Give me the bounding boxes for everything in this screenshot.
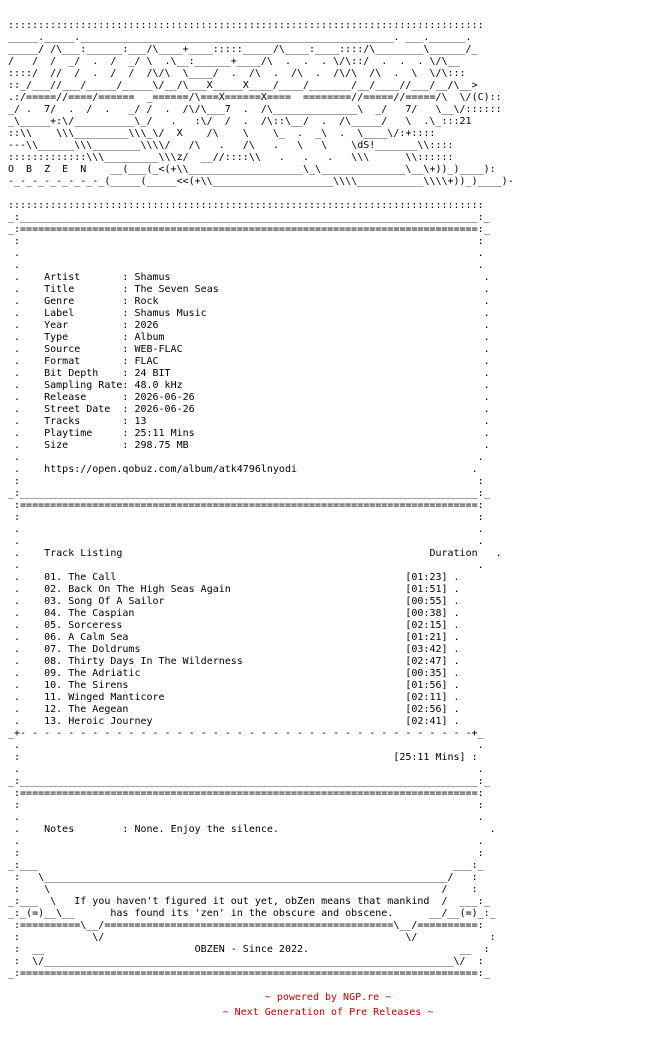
release-row: . Release : 2026-06-26 . bbox=[8, 392, 490, 403]
banner-line: .:/=====//====/====== _======/\===X======X==== ========//=====//=====/\ \/(C):: bbox=[8, 92, 502, 103]
footer-line2: has found its 'zen' in the obscure and obscene. bbox=[110, 908, 394, 919]
bit-depth-row: . Bit Depth : 24 BIT . bbox=[8, 368, 490, 379]
banner-line: _____/ /\___:______:___/\____+____:::::_____/\____:____::::/\________\______/_ bbox=[8, 44, 478, 55]
track-title: Song Of A Sailor bbox=[68, 596, 165, 607]
title-row: . Title : The Seven Seas . bbox=[8, 284, 490, 295]
notes-label: Notes bbox=[44, 824, 75, 835]
banner-line: ---\\______\\\________\\\\/ /\ . /\ . \ \ \dS!_______\\:::: bbox=[8, 140, 454, 151]
track-number: 09. bbox=[44, 668, 63, 679]
total-row: : [25:11 Mins] : bbox=[8, 752, 478, 763]
track-row: . 02. Back On The High Seas Again [01:51] . bbox=[8, 584, 460, 595]
banner-line: -_-_-_-_-_-_-_-_(_____(_____<<(+\\____________________\\\\___________\\\\+))_)____)- bbox=[8, 176, 514, 187]
header-rule: ::::::::::::::::::::::::::::::::::::::::::::::::::::::::::::::::::::::::::::::: bbox=[8, 200, 484, 211]
track-title: The Call bbox=[68, 572, 117, 583]
track-title: Thirty Days In The Wilderness bbox=[68, 656, 243, 667]
artist-row: . Artist : Shamus . bbox=[8, 272, 490, 283]
track-row: . 09. The Adriatic [00:35] . bbox=[8, 668, 460, 679]
track-duration: [02:47] bbox=[405, 656, 448, 667]
track-title: Sorceress bbox=[68, 620, 123, 631]
sampling-rate-label: Sampling Rate bbox=[44, 380, 123, 391]
bit-depth-value: 24 BIT bbox=[134, 368, 171, 379]
genre-value: Rock bbox=[134, 296, 159, 307]
banner-line: ::::::::::::::::::::::::::::::::::::::::::::::::::::::::::::::::::::::::::::::: bbox=[8, 20, 484, 31]
tracks-label: Tracks bbox=[44, 416, 81, 427]
footer-quote-line1: _:___ \ If you haven't figured it out yet, obZen means that mankind / ___:_ bbox=[8, 896, 490, 907]
track-number: 03. bbox=[44, 596, 63, 607]
tracklist-header: . Track Listing Duration . bbox=[8, 548, 502, 559]
credit-line-powered: ~ powered by NGP.re ~ bbox=[264, 992, 392, 1003]
track-number: 08. bbox=[44, 656, 63, 667]
year-row: . Year : 2026 . bbox=[8, 320, 490, 331]
footer-sign-row: : __ OBZEN - Since 2022. __ : bbox=[8, 944, 490, 955]
type-label: Type bbox=[44, 332, 69, 343]
footer-sign: OBZEN - Since 2022. bbox=[194, 944, 310, 955]
type-row: . Type : Album . bbox=[8, 332, 490, 343]
track-row: . 12. The Aegean [02:56] . bbox=[8, 704, 460, 715]
playtime-value: 25:11 Mins bbox=[134, 428, 195, 439]
track-duration: [01:56] bbox=[405, 680, 448, 691]
track-row: . 01. The Call [01:23] . bbox=[8, 572, 460, 583]
track-number: 05. bbox=[44, 620, 63, 631]
release-label: Release bbox=[44, 392, 87, 403]
track-number: 10. bbox=[44, 680, 63, 691]
year-label: Year bbox=[44, 320, 69, 331]
notes-row: . Notes : None. Enjoy the silence. . bbox=[8, 824, 496, 835]
release-value: 2026-06-26 bbox=[134, 392, 195, 403]
track-duration: [02:56] bbox=[405, 704, 448, 715]
track-title: The Caspian bbox=[68, 608, 135, 619]
nfo-document: ::::::::::::::::::::::::::::::::::::::::::::::::::::::::::::::::::::::::::::::: _____._____.____________________________________________________. ___.______. _____/ /\___:______:___/\____+____:::::_____/\____:____::::/\________\______/_ / / / _/ . / _/ \ .\__:______+____/\ . . . \/\::/ . . . \/\__ ::::/ // / . / / /\/\ \____/ . /\ . /\ . /\/\ /\ . \ \/\::: ::_/___//___/_____/_____\/__/\___X_____X____/____/_______/__/____//___/__/\__> .:/=====//====/====== _======/\===X======X==== ========//=====//=====/\ \/(C):: _/ . 7/ . / . _/ / . /\/\___7 . /\______________\ _/ 7/ \__\/:::::: _\_____+:\/__________\_/ . :\/ / . /\::\__/ . /\_____/ \ .\_:::21 ::\\ \\\_________\\\_\/ X /\ \ \_ . _\ . \____\/:+:::: ---\\______\\\________\\\\/ /\ . /\ . \ \ \dS!_______\\:::: :::::::::::::\\\_________\\\z/ __//::::\\ . . . \\\ \\:::::: O B Z E N __(___(_<(+\\___________________\_\______________\__\+))_)____): -_-_-_-_-_-_-_-_(_____(_____<<(+\\____________________\\\\___________\\\\+))_)____)- ::::::::::::::::::::::::::::::::::::::::::::::::::::::::::::::::::::::::::::::: _:____________________________________________________________________________:_ _:============================================================================:_ : : . . . . . Artist : Shamus . . Title : The Seven Seas . . Genre : Rock . . Label : Shamus Music . . Year : 2026 . . Type : Album . . Source : WEB-FLAC . . Format : FLAC . . Bit Depth : 24 BIT . . Sampling Rate: 48.0 kHz . . Release : 2026-06-26 . . Street Date : 2026-06-26 . . Tracks : 13 . . Playtime : 25:11 Mins . . Size : 298.75 MB . . . . https://open.qobuz.com/album/atk4796lnyodi . : : _:____________________________________________________________________________:_ :============================================================================: : : . . . . . Track Listing Duration . . . . 01. The Call [01:23] . . 02. Back On The High Seas Again [01:51] . . 03. Song Of A Sailor [00:55] . . 04. The Caspian [00:38] . . 05. Sorceress [02:15] . . 06. A Calm Sea [01:21] . . 07. The Doldrums [03:42] . . 08. Thirty Days In The Wilderness [02:47] . . 09. The Adriatic [00:35] . . 10. The Sirens [01:56] . . 11. Winged Manticore [02:11] . . 12. The Aegean [02:56] . . 13. Heroic Journey [02:41] . _+- - - - - - - - - - - - - - - - - - - - - - - - - - - - - - - - - - - - - -+_ . . : [25:11 Mins] : . . _:____________________________________________________________________________:_ :============================================================================: : : . . . Notes : None. Enjoy the silence. . . . : : _:___ ___:_ : \___________________________________________________________________/ : : \ / : _:___ \ If you haven't figured it out yet, obZen means that mankind / ___:_ _:_(=)__\__ has found its 'zen' in the obscure and obscene. __/__(=)_:_ :==========\__/================================================\__/==========: : \/ \/ : : __ OBZEN - Since 2022. __ : : \/____________________________________________________________________\/ : _:============================================================================:_ bbox=[8, 20, 514, 979]
track-row: . 05. Sorceress [02:15] . bbox=[8, 620, 460, 631]
track-row: . 03. Song Of A Sailor [00:55] . bbox=[8, 596, 460, 607]
track-number: 06. bbox=[44, 632, 63, 643]
banner-line: ::::/ // / . / / /\/\ \____/ . /\ . /\ . /\/\ /\ . \ \/\::: bbox=[8, 68, 466, 79]
source-row: . Source : WEB-FLAC . bbox=[8, 344, 490, 355]
title-value: The Seven Seas bbox=[134, 284, 219, 295]
label-value: Shamus Music bbox=[134, 308, 207, 319]
footer-left-face: (=) bbox=[26, 908, 45, 919]
track-row: . 08. Thirty Days In The Wilderness [02:47] . bbox=[8, 656, 460, 667]
source-value: WEB-FLAC bbox=[134, 344, 183, 355]
url-row: . https://open.qobuz.com/album/atk4796lnyodi . bbox=[8, 464, 478, 475]
album-url: https://open.qobuz.com/album/atk4796lnyodi bbox=[44, 464, 297, 475]
banner-line: ::_/___//___/_____/_____\/__/\___X_____X____/____/_______/__/____//___/__/\__> bbox=[8, 80, 478, 91]
track-row: . 04. The Caspian [00:38] . bbox=[8, 608, 460, 619]
track-row: . 07. The Doldrums [03:42] . bbox=[8, 644, 460, 655]
banner-line: _/ . 7/ . / . _/ / . /\/\___7 . /\______________\ _/ 7/ \__\/:::::: bbox=[8, 104, 502, 115]
total-duration: [25:11 Mins] bbox=[393, 752, 466, 763]
street-date-value: 2026-06-26 bbox=[134, 404, 195, 415]
track-number: 13. bbox=[44, 716, 63, 727]
track-duration: [00:35] bbox=[405, 668, 448, 679]
credit-line-tagline: ~ Next Generation of Pre Releases ~ bbox=[222, 1007, 434, 1018]
track-title: The Adriatic bbox=[68, 668, 141, 679]
label-label: Label bbox=[44, 308, 75, 319]
track-number: 02. bbox=[44, 584, 63, 595]
size-value: 298.75 MB bbox=[134, 440, 189, 451]
track-row: . 06. A Calm Sea [01:21] . bbox=[8, 632, 460, 643]
footer-right-face: (=) bbox=[459, 908, 478, 919]
banner-line: _\_____+:\/__________\_/ . :\/ / . /\::\__/ . /\_____/ \ .\_:::21 bbox=[8, 116, 472, 127]
track-row: . 11. Winged Manticore [02:11] . bbox=[8, 692, 460, 703]
genre-row: . Genre : Rock . bbox=[8, 296, 490, 307]
banner-line: ::\\ \\\_________\\\_\/ X /\ \ \_ . _\ . \____\/:+:::: bbox=[8, 128, 436, 139]
track-duration: [02:15] bbox=[405, 620, 448, 631]
track-title: The Sirens bbox=[68, 680, 129, 691]
banner-line: _____._____.____________________________________________________. ___.______. bbox=[8, 32, 472, 43]
track-duration: [01:21] bbox=[405, 632, 448, 643]
track-title: The Doldrums bbox=[68, 644, 141, 655]
track-title: Back On The High Seas Again bbox=[68, 584, 231, 595]
year-value: 2026 bbox=[134, 320, 159, 331]
duration-heading: Duration bbox=[429, 548, 478, 559]
artist-value: Shamus bbox=[134, 272, 171, 283]
track-duration: [01:51] bbox=[405, 584, 448, 595]
bit-depth-label: Bit Depth bbox=[44, 368, 99, 379]
type-value: Album bbox=[134, 332, 165, 343]
track-title: Heroic Journey bbox=[68, 716, 153, 727]
footer-quote-line2: _:_(=)__\__ has found its 'zen' in the obscure and obscene. __/__(=)_:_ bbox=[8, 908, 496, 919]
track-duration: [02:11] bbox=[405, 692, 448, 703]
track-number: 01. bbox=[44, 572, 63, 583]
genre-label: Genre bbox=[44, 296, 75, 307]
sampling-rate-row: . Sampling Rate: 48.0 kHz . bbox=[8, 380, 490, 391]
format-row: . Format : FLAC . bbox=[8, 356, 490, 367]
track-row: . 13. Heroic Journey [02:41] . bbox=[8, 716, 460, 727]
sampling-rate-value: 48.0 kHz bbox=[134, 380, 183, 391]
street-date-label: Street Date bbox=[44, 404, 111, 415]
tracklist-heading: Track Listing bbox=[44, 548, 123, 559]
track-number: 04. bbox=[44, 608, 63, 619]
track-duration: [00:55] bbox=[405, 596, 448, 607]
track-title: The Aegean bbox=[68, 704, 129, 715]
title-label: Title bbox=[44, 284, 75, 295]
source-label: Source bbox=[44, 344, 81, 355]
track-number: 11. bbox=[44, 692, 63, 703]
tracks-row: . Tracks : 13 . bbox=[8, 416, 490, 427]
track-number: 12. bbox=[44, 704, 63, 715]
tracks-value: 13 bbox=[134, 416, 147, 427]
track-duration: [03:42] bbox=[405, 644, 448, 655]
track-duration: [00:38] bbox=[405, 608, 448, 619]
track-duration: [01:23] bbox=[405, 572, 448, 583]
banner-line: / / / _/ . / _/ \ .\__:______+____/\ . . . \/\::/ . . . \/\__ bbox=[8, 56, 460, 67]
track-row: . 10. The Sirens [01:56] . bbox=[8, 680, 460, 691]
track-duration: [02:41] bbox=[405, 716, 448, 727]
format-label: Format bbox=[44, 356, 81, 367]
size-label: Size bbox=[44, 440, 69, 451]
footer-line1: If you haven't figured it out yet, obZen means that mankind bbox=[74, 896, 430, 907]
banner-line: O B Z E N __(___(_<(+\\___________________\_\______________\__\+))_)____): bbox=[8, 164, 496, 175]
track-title: Winged Manticore bbox=[68, 692, 165, 703]
playtime-label: Playtime bbox=[44, 428, 93, 439]
notes-text: None. Enjoy the silence. bbox=[134, 824, 279, 835]
street-date-row: . Street Date : 2026-06-26 . bbox=[8, 404, 490, 415]
artist-label: Artist bbox=[44, 272, 81, 283]
track-title: A Calm Sea bbox=[68, 632, 129, 643]
banner-line: :::::::::::::\\\_________\\\z/ __//::::\\ . . . \\\ \\:::::: bbox=[8, 152, 454, 163]
size-row: . Size : 298.75 MB . bbox=[8, 440, 490, 451]
format-value: FLAC bbox=[134, 356, 159, 367]
label-row: . Label : Shamus Music . bbox=[8, 308, 490, 319]
track-number: 07. bbox=[44, 644, 63, 655]
playtime-row: . Playtime : 25:11 Mins . bbox=[8, 428, 490, 439]
header-rule: _:============================================================================:_ bbox=[8, 224, 490, 235]
